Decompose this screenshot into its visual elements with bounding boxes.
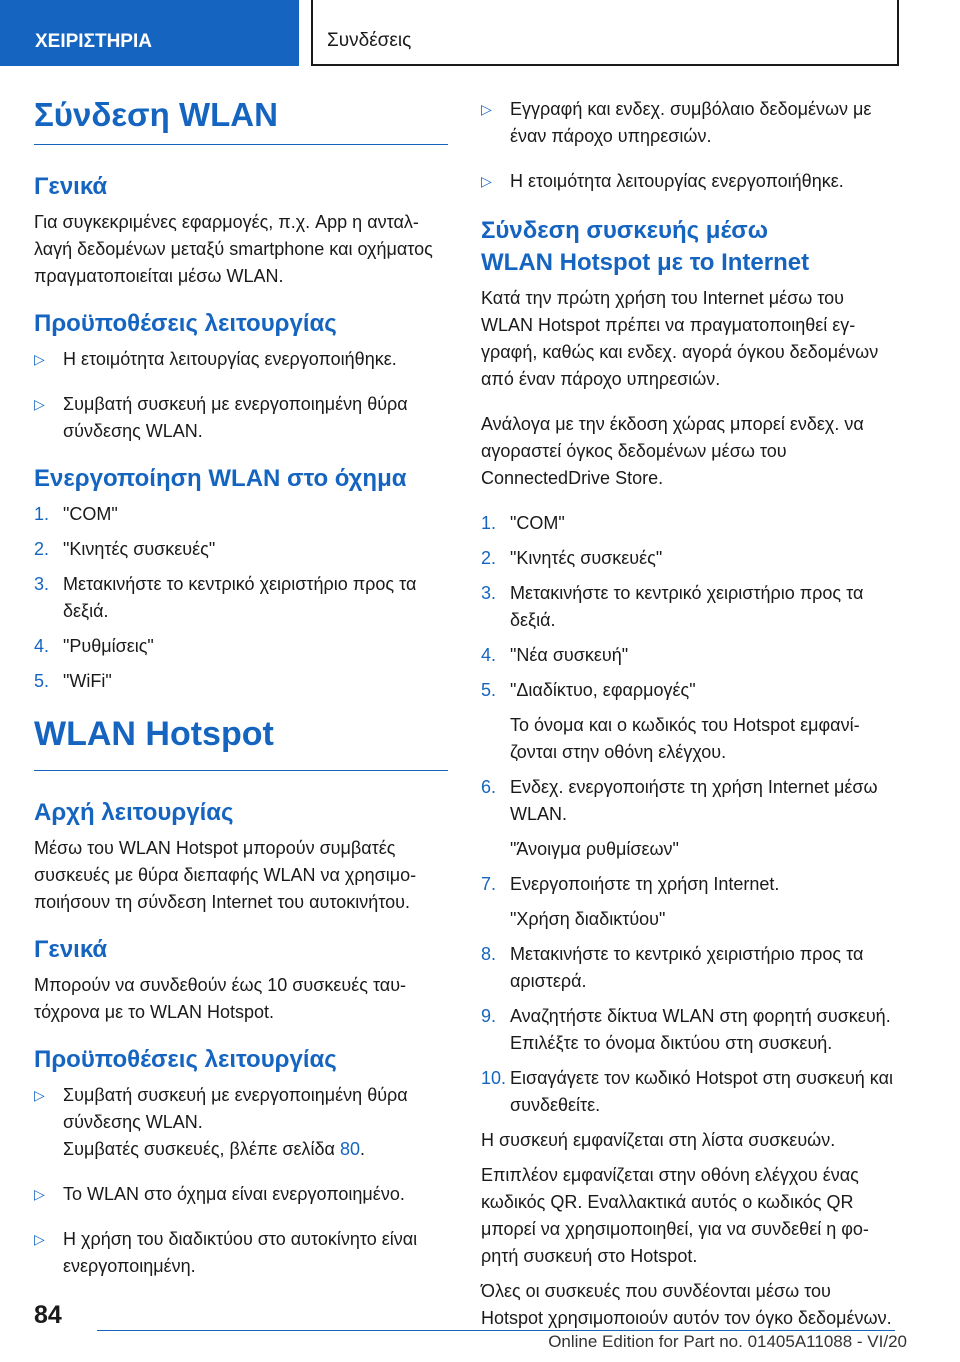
- list-item: ▷ Η ετοιμότητα λειτουργίας ενεργοποιήθηκε.: [481, 168, 896, 195]
- list-item: 3. Μετακινήστε το κεντρικό χειριστήριο προς τα δεξιά.: [481, 583, 864, 630]
- chapter-title: Συνδέσεις: [327, 30, 412, 51]
- right-column: [481, 96, 896, 1350]
- paragraph: Όλες οι συσκευές που συνδέονται μέσω του Hotspot χρησιμοποιούν αυτόν τον όγκο δεδομένων.: [481, 1281, 892, 1328]
- list-item: 9. Αναζητήστε δίκτυα WLAN στη φορητή συσκευή. Επιλέξτε το όνομα δικτύου στη συσκευή.: [481, 1006, 891, 1053]
- heading-prerequisites-hotspot: Προϋποθέσεις λειτουργίας: [34, 1046, 337, 1073]
- list-item: 5. "WiFi": [34, 671, 112, 691]
- manual-section-tab: ΧΕΙΡΙΣΤΗΡΙΑ: [0, 0, 299, 66]
- list-item: 2. "Κινητές συσκευές": [34, 539, 216, 559]
- triangle-bullet-icon: ▷: [34, 1231, 45, 1247]
- list-item: ▷ Η ετοιμότητα λειτουργίας ενεργοποιήθηκε.: [34, 346, 448, 373]
- triangle-bullet-icon: ▷: [34, 396, 45, 412]
- list-item: 4. "Νέα συσκευή": [481, 645, 629, 665]
- page-number: 84: [34, 1301, 62, 1329]
- list-item: ▷ Συμβατή συσκευή με ενεργοποιημένη θύρα σύνδεσης WLAN.: [34, 1082, 448, 1136]
- list-item: 7. Ενεργοποιήστε τη χρήση Internet.: [481, 874, 780, 894]
- heading-wlan-hotspot: WLAN Hotspot: [34, 715, 448, 771]
- list-item: 3. Μετακινήστε το κεντρικό χειριστήριο προς τα δεξιά.: [34, 574, 417, 621]
- paragraph-general: Για συγκεκριμένες εφαρμογές, π.χ. App η ανταλλαγή δεδομένων μεταξύ smartphone και οχήματος πραγματοποιείται μέσω WLAN.: [34, 212, 433, 286]
- list-item: 8. Μετακινήστε το κεντρικό χειριστήριο προς τα αριστερά.: [481, 944, 864, 991]
- triangle-bullet-icon: ▷: [481, 101, 492, 117]
- list-item: ▷ Συμβατή συσκευή με ενεργοποιημένη θύρα σύνδεσης WLAN.: [34, 391, 448, 445]
- list-item: 5. "Διαδίκτυο, εφαρμογές": [481, 680, 696, 700]
- heading-prerequisites: Προϋποθέσεις λειτουργίας: [34, 310, 337, 337]
- list-item: 2. "Κινητές συσκευές": [481, 548, 663, 568]
- paragraph-general-hotspot: Μπορούν να συνδεθούν έως 10 συσκευές ταυτόχρονα με το WLAN Hotspot.: [34, 975, 407, 1022]
- heading-wlan-connection: Σύνδεση WLAN: [34, 96, 448, 145]
- list-item: 10. Εισαγάγετε τον κωδικό Hotspot στη συσκευή και συνδεθείτε.: [481, 1068, 893, 1115]
- list-item: ▷ Η χρήση του διαδικτύου στο αυτοκίνητο είναι ενεργοποιημένη.: [34, 1226, 448, 1280]
- paragraph: Η συσκευή εμφανίζεται στη λίστα συσκευών.: [481, 1130, 836, 1150]
- chapter-header-box: [311, 0, 899, 66]
- heading-general: Γενικά: [34, 173, 108, 200]
- paragraph: Κατά την πρώτη χρήση του Internet μέσω του WLAN Hotspot πρέπει να πραγματοποιηθεί εγγραφή, καθώς και ενδεχ. αγορά όγκου δεδομένων από έναν πάροχο υπηρεσιών.: [481, 288, 879, 389]
- page-link[interactable]: 80: [339, 1139, 360, 1159]
- paragraph-principle: Μέσω του WLAN Hotspot μπορούν συμβατές συσκευές με θύρα διεπαφής WLAN να χρησιμοποιήσουν τη σύνδεση Internet του αυτοκινήτου.: [34, 838, 417, 912]
- heading-general-hotspot: Γενικά: [34, 936, 108, 963]
- step-note: "Άνοιγμα ρυθμίσεων": [510, 839, 679, 859]
- heading-connect-device: Σύνδεση συσκευής μέσω WLAN Hotspot με το Internet: [481, 217, 810, 276]
- edition-info: Online Edition for Part no. 01405A11088 - VI/20: [548, 1332, 907, 1351]
- heading-activate-wlan: Ενεργοποίηση WLAN στο όχημα: [34, 465, 407, 492]
- triangle-bullet-icon: ▷: [481, 173, 492, 189]
- footer-divider: [97, 1330, 895, 1331]
- paragraph: Ανάλογα με την έκδοση χώρας μπορεί ενδεχ. να αγοραστεί όγκος δεδομένων μέσω του ConnectedDrive Store.: [481, 414, 864, 488]
- triangle-bullet-icon: ▷: [34, 1087, 45, 1103]
- list-item: ▷ Εγγραφή και ενδεχ. συμβόλαιο δεδομένων με έναν πάροχο υπηρεσιών.: [481, 96, 896, 150]
- list-item: 1. "COM": [481, 513, 565, 533]
- triangle-bullet-icon: ▷: [34, 351, 45, 367]
- paragraph: Επιπλέον εμφανίζεται στην οθόνη ελέγχου ένας κωδικός QR. Εναλλακτικά αυτός ο κωδικός QR μπορεί να χρησιμοποιηθεί, για να συνδεθεί η φορητή συσκευή στο Hotspot.: [481, 1165, 869, 1266]
- triangle-bullet-icon: ▷: [34, 1186, 45, 1202]
- list-item: 6. Ενδεχ. ενεργοποιήστε τη χρήση Internet μέσω WLAN.: [481, 777, 878, 824]
- left-column: [34, 96, 448, 1298]
- cross-reference: Συμβατές συσκευές, βλέπε σελίδα 80.: [63, 1139, 365, 1159]
- heading-principle: Αρχή λειτουργίας: [34, 799, 234, 826]
- step-note: Το όνομα και ο κωδικός του Hotspot εμφανίζονται στην οθόνη ελέγχου.: [510, 715, 860, 762]
- list-item: 4. "Ρυθμίσεις": [34, 636, 154, 656]
- list-item: ▷ Το WLAN στο όχημα είναι ενεργοποιημένο.: [34, 1181, 448, 1208]
- step-note: "Χρήση διαδικτύου": [510, 909, 666, 929]
- list-item: 1. "COM": [34, 504, 118, 524]
